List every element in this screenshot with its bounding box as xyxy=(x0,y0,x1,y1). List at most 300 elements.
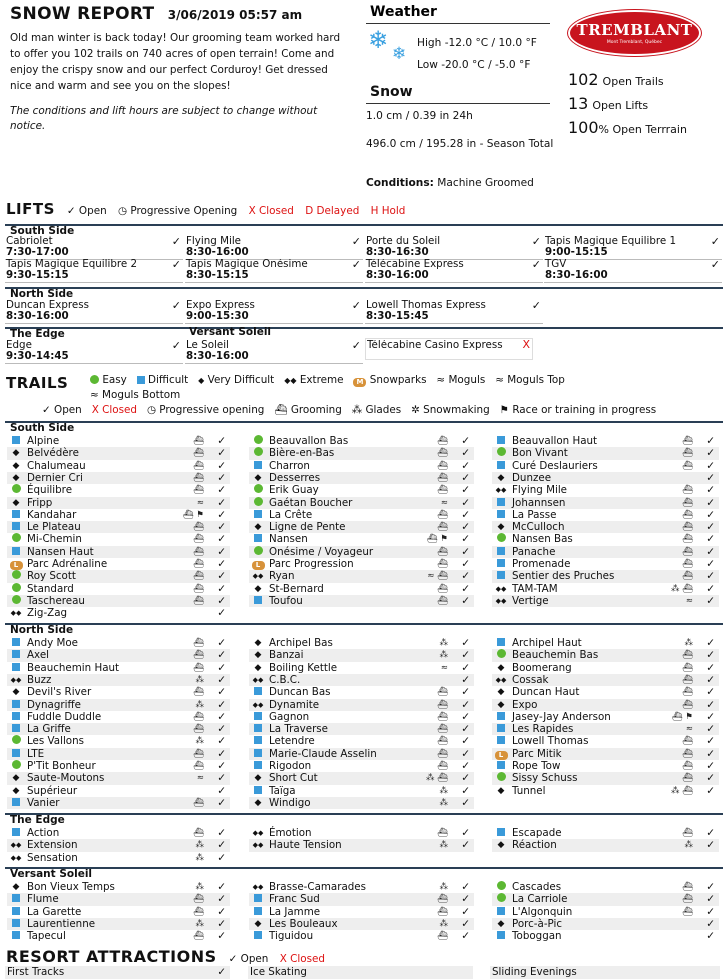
trail-name: Boiling Kettle xyxy=(269,661,338,674)
trail-row xyxy=(7,699,230,711)
trail-status: ✓ xyxy=(706,698,715,711)
trail-name: Bon Vieux Temps xyxy=(27,881,115,893)
trail-difficulty xyxy=(251,674,265,686)
trail-status: ✓ xyxy=(217,496,226,509)
lift-name: Cabriolet xyxy=(6,236,53,247)
trail-name: Équilibre xyxy=(27,484,73,497)
trail-difficulty xyxy=(9,447,23,459)
trail-row xyxy=(249,533,474,545)
trail-status: ✓ xyxy=(217,796,226,809)
trail-difficulty xyxy=(494,484,508,496)
trail-row xyxy=(492,881,719,893)
trail-feature-icons: ⛴ xyxy=(437,522,448,533)
trail-status: ✓ xyxy=(217,661,226,674)
trail-status: ✓ xyxy=(706,917,715,930)
trail-name: Les Rapides xyxy=(512,723,574,736)
trail-feature-icons: ⁂ ⛴ xyxy=(426,773,448,784)
lift-hours: 8:30-16:00 xyxy=(366,269,429,281)
trail-feature-icons: ⛴ xyxy=(437,748,448,759)
trail-difficulty xyxy=(251,930,265,942)
difficult-icon xyxy=(12,724,20,732)
difficult-icon xyxy=(12,894,20,902)
trail-status: ✓ xyxy=(217,447,226,460)
trail-difficulty xyxy=(251,570,265,582)
trail-name: Windigo xyxy=(269,796,311,809)
attraction-row xyxy=(490,966,720,979)
difficult-icon xyxy=(12,931,20,939)
lift-status: ✓ xyxy=(531,258,541,271)
lift-row xyxy=(5,236,183,260)
trail-feature-icons: ⛴ xyxy=(193,931,204,942)
legend-snowparks: Snowparks xyxy=(369,374,427,386)
trail-name: Flying Mile xyxy=(512,484,568,497)
easy-icon xyxy=(254,447,263,456)
very-difficult-icon: ◆ xyxy=(497,472,505,483)
subsection-heading: North Side xyxy=(10,624,74,636)
trail-name: La Griffe xyxy=(27,723,71,736)
easy-icon xyxy=(90,375,99,384)
trail-feature-icons: ≈ xyxy=(196,773,204,784)
trail-feature-icons: ⁂ xyxy=(684,638,693,648)
easy-icon xyxy=(497,881,506,890)
trail-name: Sentier des Pruches xyxy=(512,570,615,583)
trail-row xyxy=(249,447,474,459)
very-difficult-icon: ◆ xyxy=(254,773,262,784)
difficult-icon xyxy=(12,798,20,806)
trail-difficulty xyxy=(494,699,508,711)
trail-feature-icons: ⛴ xyxy=(437,559,448,569)
trail-difficulty xyxy=(251,711,265,723)
trail-name: Réaction xyxy=(512,839,557,852)
trail-status: ✓ xyxy=(217,905,226,918)
lift-status: ✓ xyxy=(351,235,361,248)
lift-row xyxy=(185,259,363,283)
weather-low: Low -20.0 °C / -5.0 °F xyxy=(417,59,531,71)
trail-status: ✓ xyxy=(706,881,715,893)
trail-row xyxy=(492,570,719,582)
lift-hours: 8:30-16:00 xyxy=(545,269,608,281)
trail-difficulty xyxy=(9,906,23,918)
very-difficult-icon: ◆ xyxy=(12,460,20,471)
trail-difficulty xyxy=(494,930,508,942)
trail-difficulty xyxy=(494,881,508,893)
lift-row xyxy=(365,338,533,360)
trail-status: ✓ xyxy=(461,905,470,918)
easy-icon xyxy=(12,760,21,769)
extreme-icon: ◆◆ xyxy=(10,609,22,618)
trail-row xyxy=(7,637,230,649)
trail-feature-icons: ⛴ xyxy=(193,650,204,661)
trail-feature-icons: ⁂ xyxy=(439,797,448,808)
trail-feature-icons: ⛴ xyxy=(682,448,693,459)
trail-feature-icons: ⛴ xyxy=(193,828,204,838)
legend-easy: Easy xyxy=(102,374,127,386)
trail-difficulty xyxy=(9,711,23,723)
trail-feature-icons: ≈ xyxy=(440,497,448,508)
lift-row xyxy=(544,259,722,283)
trail-feature-icons: ⛴ xyxy=(437,595,448,606)
trail-status: ✓ xyxy=(461,594,470,607)
trail-feature-icons: ⛴ ⚑ xyxy=(671,711,693,722)
trail-row xyxy=(7,711,230,723)
lift-name: Tapis Magique Onésime xyxy=(186,259,308,270)
trail-status: ✓ xyxy=(706,827,715,839)
trail-row xyxy=(7,521,230,533)
difficult-icon xyxy=(12,700,20,708)
trail-status: ✓ xyxy=(706,447,715,460)
trail-name: Johannsen xyxy=(512,496,566,509)
trail-status: ✓ xyxy=(706,661,715,674)
notice-text: The conditions and lift hours are subject to change without notice. xyxy=(10,105,318,132)
trail-status: ✓ xyxy=(217,570,226,583)
trail-difficulty xyxy=(251,649,265,661)
extreme-icon: ◆◆ xyxy=(495,486,507,495)
trail-row xyxy=(249,583,474,595)
lift-row xyxy=(185,236,363,260)
trail-name: Gagnon xyxy=(269,710,310,723)
section-divider xyxy=(5,224,723,226)
trail-row xyxy=(249,699,474,711)
trails-section-header xyxy=(6,374,80,392)
extreme-icon: ◆◆ xyxy=(284,376,297,385)
trail-feature-icons: ⛴ xyxy=(437,761,448,771)
trail-difficulty xyxy=(9,930,23,942)
conditions-label: Conditions: xyxy=(366,177,434,189)
trail-name: Andy Moe xyxy=(27,637,78,649)
trail-difficulty xyxy=(251,472,265,484)
trail-feature-icons: ⁂ xyxy=(684,840,693,851)
trail-row xyxy=(7,484,230,496)
trail-status: ✓ xyxy=(461,686,470,699)
trail-name: St-Bernard xyxy=(269,582,324,595)
trail-status: ✓ xyxy=(217,747,226,760)
trail-status: ✓ xyxy=(706,521,715,534)
trail-status: ✓ xyxy=(461,447,470,460)
subsection-heading: The Edge xyxy=(10,814,65,826)
trail-name: Saute-Moutons xyxy=(27,772,105,785)
trail-status: ✓ xyxy=(461,881,470,893)
difficult-icon xyxy=(497,461,505,469)
lift-name: Lowell Thomas Express xyxy=(366,300,486,311)
trail-difficulty xyxy=(494,918,508,930)
trail-row xyxy=(7,893,230,905)
trail-status: ✓ xyxy=(461,930,470,943)
trail-name: Kandahar xyxy=(27,508,77,521)
difficult-icon xyxy=(254,461,262,469)
trail-feature-icons: ⛴ xyxy=(193,797,204,808)
lift-hours: 7:30-17:00 xyxy=(6,246,69,258)
trail-row xyxy=(249,649,474,661)
trail-difficulty xyxy=(9,497,23,509)
trail-name: Expo xyxy=(512,698,538,711)
very-difficult-icon: ◆ xyxy=(12,687,20,698)
trail-name: Beauvallon Bas xyxy=(269,435,349,447)
trail-name: Promenade xyxy=(512,558,571,570)
extreme-icon: ◆◆ xyxy=(10,675,22,684)
attraction-row xyxy=(5,966,230,979)
trail-feature-icons: ⛴ xyxy=(682,687,693,698)
trail-row xyxy=(492,918,719,930)
trail-difficulty xyxy=(251,723,265,735)
trail-feature-icons: ⁂ xyxy=(195,840,204,851)
trail-row xyxy=(249,662,474,674)
trail-name: Parc Progression xyxy=(269,558,354,570)
trail-feature-icons: ⛴ xyxy=(193,546,204,557)
trail-name: Alpine xyxy=(27,435,60,447)
trail-status: ✓ xyxy=(217,521,226,534)
trail-feature-icons: ⛴ xyxy=(193,534,204,545)
difficult-icon xyxy=(497,510,505,518)
trail-row xyxy=(7,852,230,864)
extreme-icon: ◆◆ xyxy=(495,596,507,605)
trail-status: ✓ xyxy=(217,484,226,497)
trail-status: ✓ xyxy=(706,471,715,484)
trail-difficulty xyxy=(251,893,265,905)
trail-row xyxy=(249,595,474,607)
difficult-icon xyxy=(497,931,505,939)
very-difficult-icon: ◆ xyxy=(497,785,505,796)
extreme-icon: ◆◆ xyxy=(10,853,22,862)
lift-status: ✓ xyxy=(531,299,541,312)
trail-name: Toboggan xyxy=(512,930,562,943)
trail-status: ✓ xyxy=(461,471,470,484)
trail-difficulty xyxy=(494,460,508,472)
trail-feature-icons: ⛴ xyxy=(682,436,693,446)
stat-open-lifts xyxy=(568,94,648,113)
trail-status: ✓ xyxy=(217,723,226,736)
difficult-icon xyxy=(254,534,262,542)
trail-status: ✓ xyxy=(461,649,470,662)
trail-difficulty xyxy=(251,595,265,607)
easy-icon xyxy=(12,533,21,542)
trail-row xyxy=(7,435,230,447)
trail-status: ✓ xyxy=(461,784,470,797)
trail-name: Brasse-Camarades xyxy=(269,881,367,893)
trail-feature-icons: ⛴ xyxy=(682,559,693,569)
trail-row xyxy=(7,607,230,619)
legend-grooming: Grooming xyxy=(290,404,342,416)
trail-row xyxy=(7,649,230,661)
trail-name: Letendre xyxy=(269,735,315,748)
trail-name: Escapade xyxy=(512,827,562,839)
trail-status: ✓ xyxy=(706,747,715,760)
trail-row xyxy=(492,839,719,851)
stat-number: 100 xyxy=(568,118,599,137)
trail-name: Extension xyxy=(27,839,78,852)
trail-difficulty xyxy=(9,546,23,558)
conditions xyxy=(366,177,534,189)
trail-feature-icons: ⁂ xyxy=(195,699,204,710)
very-difficult-icon: ◆ xyxy=(497,840,505,851)
difficult-icon xyxy=(12,907,20,915)
snow-24h: 1.0 cm / 0.39 in 24h xyxy=(366,110,473,122)
trail-status: ✓ xyxy=(461,661,470,674)
very-difficult-icon: ◆ xyxy=(12,448,20,459)
trail-name: La Garette xyxy=(27,905,82,918)
attraction-name: Ice Skating xyxy=(250,966,307,978)
trail-name: Dernier Cri xyxy=(27,471,83,484)
trail-status: ✓ xyxy=(461,760,470,772)
trail-status: ✓ xyxy=(461,710,470,723)
trail-feature-icons: ⛴ xyxy=(682,748,693,759)
trail-row xyxy=(249,748,474,760)
trail-row xyxy=(7,497,230,509)
trail-feature-icons: ⛴ xyxy=(437,485,448,496)
trail-difficulty xyxy=(251,918,265,930)
trail-feature-icons: ⛴ xyxy=(682,828,693,838)
lift-hours: 8:30-15:45 xyxy=(366,310,429,322)
trail-status: ✓ xyxy=(706,545,715,558)
trail-difficulty xyxy=(9,699,23,711)
extreme-icon: ◆◆ xyxy=(252,700,264,709)
trail-status: ✓ xyxy=(461,570,470,583)
easy-icon xyxy=(12,484,21,493)
trail-difficulty xyxy=(9,637,23,649)
trail-difficulty xyxy=(251,509,265,521)
trail-status: ✓ xyxy=(217,772,226,785)
very-difficult-icon: ◆ xyxy=(254,472,262,483)
lifts-heading: LIFTS xyxy=(6,200,55,218)
very-difficult-icon: ◆ xyxy=(497,699,505,710)
trail-row xyxy=(492,785,719,797)
tremblant-logo[interactable] xyxy=(568,10,701,56)
easy-icon xyxy=(12,583,21,592)
trail-row xyxy=(249,918,474,930)
trail-row xyxy=(249,637,474,649)
trail-difficulty xyxy=(494,711,508,723)
trail-status: ✓ xyxy=(706,508,715,521)
trail-name: Les Vallons xyxy=(27,735,84,748)
difficult-icon xyxy=(497,638,505,646)
weather-heading: Weather xyxy=(366,4,550,24)
legend-delayed: D Delayed xyxy=(305,205,360,217)
trail-status: ✓ xyxy=(217,637,226,649)
trail-difficulty xyxy=(9,662,23,674)
trail-difficulty xyxy=(494,735,508,747)
difficult-icon xyxy=(12,749,20,757)
trail-name: Gaétan Boucher xyxy=(269,496,353,509)
trail-status: ✓ xyxy=(461,508,470,521)
legend-closed: X Closed xyxy=(279,953,326,965)
trail-row xyxy=(7,558,230,570)
trail-name: Émotion xyxy=(269,827,312,839)
lift-name: Tapis Magique Équilibre 1 xyxy=(545,236,677,247)
extreme-icon: ◆◆ xyxy=(252,883,264,891)
trail-name: Lowell Thomas xyxy=(512,735,589,748)
trail-feature-icons: ⛴ xyxy=(437,436,448,446)
trail-row xyxy=(492,723,719,735)
trail-difficulty xyxy=(251,484,265,496)
attraction-status: ✓ xyxy=(217,966,226,978)
trail-row xyxy=(7,533,230,545)
legend-extreme: Extreme xyxy=(299,374,344,386)
trail-name: Parc Adrénaline xyxy=(27,558,108,570)
grooming-icon: ⛴ xyxy=(274,404,288,416)
trail-difficulty xyxy=(9,484,23,496)
trail-feature-icons: ⛴ xyxy=(193,687,204,698)
trail-status: ✓ xyxy=(217,582,226,595)
trail-name: Laurentienne xyxy=(27,917,96,930)
trail-status: ✓ xyxy=(461,459,470,472)
trail-difficulty xyxy=(251,521,265,533)
difficult-icon xyxy=(254,749,262,757)
very-difficult-icon: ◆ xyxy=(12,773,20,784)
trail-row xyxy=(492,484,719,496)
section-divider xyxy=(5,813,723,815)
trail-name: Onésime / Voyageur xyxy=(269,545,374,558)
trail-row xyxy=(249,472,474,484)
trail-feature-icons: ⛴ xyxy=(682,882,693,892)
attractions-heading: RESORT ATTRACTIONS xyxy=(6,947,217,966)
page-title: SNOW REPORT xyxy=(10,4,155,24)
difficult-icon xyxy=(12,436,20,444)
trail-feature-icons: ⛴ xyxy=(437,687,448,698)
difficult-icon xyxy=(12,650,20,658)
attraction-row xyxy=(248,966,473,979)
difficult-icon xyxy=(254,687,262,695)
trail-feature-icons: ⛴ xyxy=(437,699,448,710)
glades-icon: ⁂ xyxy=(351,404,363,416)
trail-row xyxy=(7,797,230,809)
trail-feature-icons: ⛴ xyxy=(437,546,448,557)
trail-name: Supérieur xyxy=(27,784,78,797)
trail-difficulty xyxy=(251,583,265,595)
lift-status: ✓ xyxy=(351,339,361,352)
trail-feature-icons: ⛴ xyxy=(437,509,448,520)
lift-hours: 9:00-15:15 xyxy=(545,246,608,258)
legend-open: ✓ Open xyxy=(42,404,82,416)
trail-feature-icons: ⛴ xyxy=(193,436,204,446)
trail-row xyxy=(492,649,719,661)
trail-feature-icons: ⁂ ⛴ xyxy=(671,785,693,796)
trail-row xyxy=(492,748,719,760)
section-divider xyxy=(5,867,723,869)
trail-row xyxy=(7,735,230,747)
trail-status: ✓ xyxy=(461,582,470,595)
trail-status: ✓ xyxy=(706,710,715,723)
trail-name: TAM-TAM xyxy=(512,582,558,595)
trail-feature-icons: ⛴ xyxy=(682,674,693,685)
trail-row xyxy=(492,435,719,447)
trail-status: ✓ xyxy=(461,545,470,558)
trail-difficulty xyxy=(494,827,508,839)
trail-name: Dunzee xyxy=(512,471,552,484)
trail-row xyxy=(249,521,474,533)
trail-row xyxy=(492,521,719,533)
trail-difficulty xyxy=(494,558,508,570)
lift-status: ✓ xyxy=(531,235,541,248)
very-difficult-icon: ◆ xyxy=(12,785,20,796)
difficult-icon xyxy=(497,724,505,732)
trail-name: Taschereau xyxy=(27,594,85,607)
easy-icon xyxy=(497,447,506,456)
lift-hours: 9:30-15:15 xyxy=(6,269,69,281)
trail-difficulty xyxy=(9,760,23,772)
trail-status: ✓ xyxy=(217,508,226,521)
legend-glades: Glades xyxy=(365,404,402,416)
trail-difficulty xyxy=(9,748,23,760)
trail-feature-icons: ⛴ xyxy=(682,761,693,771)
trail-status: ✓ xyxy=(706,723,715,736)
lift-row xyxy=(5,300,183,324)
legend-snowmaking: Snowmaking xyxy=(423,404,490,416)
trail-name: Nansen xyxy=(269,533,308,546)
attractions-section-header xyxy=(6,947,333,966)
trail-feature-icons: ⛴ xyxy=(437,472,448,483)
trail-feature-icons: ⛴ xyxy=(682,773,693,784)
trail-difficulty xyxy=(494,509,508,521)
trail-feature-icons: ⛴ xyxy=(437,711,448,722)
